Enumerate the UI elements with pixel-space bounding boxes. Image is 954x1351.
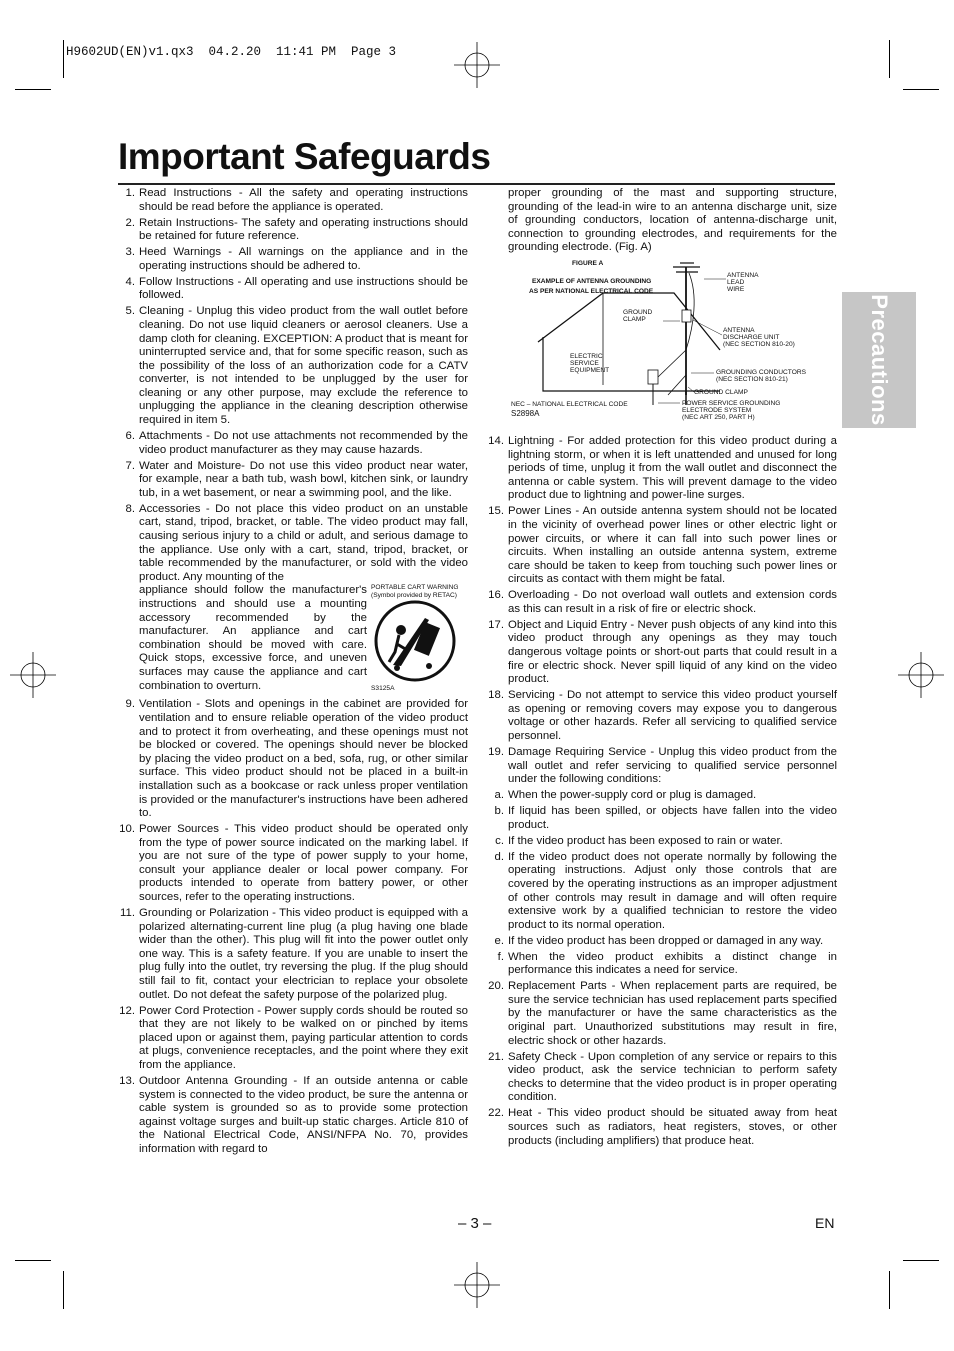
callout-line: POWER SERVICE GROUNDING (682, 400, 781, 407)
item-number: 2. (125, 216, 135, 229)
condition-item (487, 951, 837, 978)
item-number: a. (494, 789, 504, 802)
item-number: 15. (488, 505, 504, 518)
item-number: d. (494, 850, 504, 863)
item-text: If the video product has been exposed to rain or water. (508, 834, 783, 847)
item-text: If the video product has been dropped or damaged in any way. (508, 934, 824, 947)
item-text: If the video product does not operate normally by following the operating instructions. Adjust only those controls that are covered by the operating instructions as an improper adjustment of other controls may result in damage and will often require extensive work by a qualified technician to restore the video product to its normal operation. (508, 850, 837, 931)
item-text: Attachments - Do not use attachments not recommended by the video product manufacturer as they may cause hazards. (139, 430, 468, 456)
callout-line: SERVICE (570, 360, 599, 367)
condition-list (487, 789, 837, 978)
list-item (487, 589, 837, 616)
callout-line: GROUND (623, 309, 653, 316)
section-tab (842, 292, 916, 428)
item-number: 18. (488, 689, 504, 702)
crop-mark (903, 1260, 939, 1261)
cart-warning (367, 584, 468, 696)
list-item (118, 1075, 468, 1157)
item-text: Power Cord Protection - Power supply cords should be routed so that they are not likely to be walked on or pinched by items placed upon or against them, paying particular attention to cords at plugs, convenience receptacles, and the point where they exit from the appliance. (139, 1004, 468, 1071)
figure-label: FIGURE A (572, 260, 604, 267)
item-number: 19. (488, 746, 504, 759)
language-code: EN (815, 1215, 835, 1231)
item-text: Outdoor Antenna Grounding - If an outside antenna or cable system is connected to the video product, be sure the antenna or cable system is grounded so as to provide some protection against voltage surges and built-up static charges. Article 810 of the National Electrical Code, ANSI/NFPA No. 70, provides information with regard to (139, 1074, 468, 1155)
callout-line: DISCHARGE UNIT (723, 334, 780, 341)
figure-callout (716, 369, 806, 383)
figure-callout (623, 309, 652, 323)
list-item (118, 305, 468, 427)
item-number: 9. (125, 698, 135, 711)
item-number: c. (495, 834, 504, 847)
item-number: 4. (125, 275, 135, 288)
item-number: 8. (125, 502, 135, 515)
safeguard-list (487, 980, 837, 1148)
item-number: 22. (488, 1107, 504, 1120)
item-text-continued: appliance should follow the manufacturer's instructions and should use a mounting accessory recommended by the manufacturer. An appliance and cart combination should be moved with care. Quick stops, excessive force, and uneven surfaces may cause the appliance and cart combination to overturn. (139, 584, 367, 692)
crop-mark (15, 1260, 51, 1261)
item-text: Safety Check - Upon completion of any service or repairs to this video product, ask the service technician to perform safety checks to determine that the video product is in proper operating condition. (508, 1050, 837, 1104)
left-column (118, 187, 468, 1159)
item-number: b. (494, 805, 504, 818)
list-item (118, 823, 468, 905)
figure-code: S2898A (511, 409, 540, 418)
item-text: Cleaning - Unplug this video product from the wall outlet before cleaning. Do not use liquid cleaners or aerosol cleaners. Use a damp cloth for cleaning. EXCEPTION: A product that is meant for uninterrupted service and, that for some specific reason, such as the possibility of the loss of an authorization code for a CATV converter, is not intended to be unplugged by the user for cleaning or any other purpose, may exclude the reference to unplugging the appliance in the cleaning description otherwise required in item 5. (139, 305, 468, 427)
right-column (487, 187, 837, 258)
item-text: Grounding or Polarization - This video product is equipped with a polarized alternating-current line plug (a plug having one blade wider than the other). This plug will fit into the power outlet only one way. This is a safety feature. If you are unable to insert the plug fully into the outlet, try reversing the plug. If the plug should still fail to fit, contact your electrician to replace your obsolete outlet. Do not defeat the safety purpose of the polarized plug. (139, 907, 468, 1001)
item-number: 3. (125, 246, 135, 259)
item-text: Read Instructions - All the safety and operating instructions should be read before the appliance is operated. (139, 187, 468, 213)
list-item (118, 430, 468, 457)
list-item (487, 1107, 837, 1148)
condition-item (487, 851, 837, 933)
item-text: Replacement Parts - When replacement parts are required, be sure the service technician has used replacement parts specified by the manufacturer or have the same characteristics as the original part. Unauthorized substitutions may result in fire, electric shock or other hazards. (508, 980, 837, 1047)
list-item (118, 187, 468, 214)
callout-line: LEAD (727, 279, 745, 286)
item-number: 10. (119, 823, 135, 836)
cart-tipping-icon (371, 600, 459, 682)
condition-item (487, 789, 837, 803)
item-text: Power Lines - An outside antenna system should not be located in the vicinity of overhead power lines or other electric light or power circuits, or where it can fall into such power lines or circuits. When installing an outside antenna system, extreme care should be taken to keep from touching such power lines or circuits as contact with them might be fatal. (508, 505, 837, 586)
figure-title-sub: AS PER NATIONAL ELECTRICAL CODE (529, 288, 654, 295)
list-item (487, 689, 837, 743)
callout-line: WIRE (727, 286, 745, 293)
list-item (487, 619, 837, 687)
cart-caption-sub: (Symbol provided by RETAC) (371, 591, 457, 599)
callout-line: (NEC ART 250, PART H) (682, 414, 755, 421)
condition-item (487, 935, 837, 949)
item-number: e. (494, 934, 504, 947)
item-number: 6. (125, 430, 135, 443)
callout-line: (NEC SECTION 810-20) (723, 341, 795, 348)
item-number: 7. (125, 459, 135, 472)
callout-line: EQUIPMENT (570, 367, 610, 374)
item-text: Power Sources - This video product should be operated only from the type of power source indicated on the marking label. If you are not sure of the type of power supply to your home, consult your appliance dealer or local power company. For products intended to operate from battery power, or other sources, refer to the operating instructions. (139, 823, 468, 904)
item-text: When the power-supply cord or plug is damaged. (508, 789, 757, 802)
item-text: Retain Instructions- The safety and operating instructions should be retained for future reference. (139, 216, 468, 243)
registration-mark-bottom (452, 1260, 502, 1310)
crop-mark (15, 89, 51, 90)
crop-mark (63, 40, 64, 78)
page-title: Important Safeguards (118, 136, 491, 177)
item-number: 1. (125, 187, 135, 199)
item-number: 20. (488, 980, 504, 993)
item-text: Ventilation - Slots and openings in the cabinet are provided for ventilation and to ensure reliable operation of the video product and to protect it from overheating, and these openings must not be blocked or covered. The openings should never be blocked by placing the video product on a bed, sofa, rug, or other similar surface. This video product should not be placed in a built-in installation such as a bookcase or rack unless proper ventilation is provided or the manufacturer's instructions have been adhered to. (139, 698, 468, 820)
cart-caption: PORTABLE CART WARNING (371, 584, 459, 592)
antenna-grounding-figure (508, 255, 838, 427)
callout-line: ELECTRODE SYSTEM (682, 407, 752, 414)
item-number: 21. (488, 1050, 504, 1063)
list-item (118, 217, 468, 244)
registration-mark-top (452, 40, 502, 90)
figure-callout (723, 327, 795, 348)
crop-mark (889, 1271, 890, 1309)
item-number: 14. (488, 435, 504, 447)
list-item (118, 246, 468, 273)
list-item (118, 460, 468, 501)
safeguard-list (118, 698, 468, 1156)
figure-callout (682, 400, 780, 421)
list-item (487, 505, 837, 587)
item-text: Heat - This video product should be situated away from heat sources such as radiators, heat registers, stoves, or other products (including amplifiers) that produce heat. (508, 1107, 837, 1147)
list-item (487, 980, 837, 1048)
figure-callout (727, 272, 759, 293)
item-number: 11. (120, 907, 135, 920)
crop-mark (63, 1271, 64, 1309)
condition-item (487, 835, 837, 849)
registration-mark-right (896, 650, 946, 700)
page-number: – 3 – (458, 1215, 492, 1232)
callout-line: CLAMP (623, 316, 646, 323)
item-text: Water and Moisture- Do not use this video product near water, for example, near a bath tub, wash bowl, kitchen sink, or laundry tub, in a wet basement, or near a swimming pool, and the like. (139, 459, 468, 499)
section-tab-label: Precautions (867, 294, 892, 426)
item-number: 17. (488, 618, 504, 631)
callout-line: GROUNDING CONDUCTORS (716, 369, 806, 376)
item-text: Damage Requiring Service - Unplug this video product from the wall outlet and refer servicing to qualified service personnel under the following conditions: (508, 746, 837, 786)
list-item (487, 1051, 837, 1105)
callout-line: ANTENNA (723, 327, 755, 334)
crop-mark (889, 40, 890, 78)
figure-callout (570, 353, 609, 374)
list-item (487, 746, 837, 787)
list-item (118, 907, 468, 1002)
item-text-continued: proper grounding of the mast and supporting structure, grounding of the lead-in wire to an antenna discharge unit, size of grounding conductors, location of antenna-discharge unit, connection to grounding electrodes, and requirements for the grounding electrode. (Fig. A) (508, 187, 837, 254)
callout-line: ELECTRIC (570, 353, 603, 360)
registration-mark-left (8, 650, 58, 700)
figure-title: EXAMPLE OF ANTENNA GROUNDING (532, 278, 652, 285)
item-text: Overloading - Do not overload wall outlets and extension cords as this can result in a risk of fire or electric shock. (508, 589, 837, 615)
item-text: Accessories - Do not place this video product on an unstable cart, stand, tripod, bracket, or table. The video product may fall, causing serious injury to a child or adult, and serious damage to the appliance. Use only with a cart, stand, tripod, bracket, or table recommended by the manufacturer, or sold with the video product. Any mounting of the (139, 502, 468, 583)
list-item (487, 435, 837, 503)
item-text: Object and Liquid Entry - Never push objects of any kind into this video product through any openings as they may touch dangerous voltage points or short-out parts that could result in a fire or electric shock. Never spill liquid of any kind on the video product. (508, 618, 837, 686)
callout-line: ANTENNA (727, 272, 759, 279)
item-text: Lightning - For added protection for this video product during a lightning storm, or when it is left unattended and unused for long periods of time, unplug it from the wall outlet and disconnect the antenna or cable system. This will prevent damage to the video product due to lightning and power-line surges. (508, 435, 837, 502)
list-item (118, 1005, 468, 1073)
right-column-lower (487, 435, 837, 1151)
safeguard-list (487, 435, 837, 787)
cart-code: S3125A (371, 685, 395, 693)
item-text: When the video product exhibits a distinct change in performance this indicates a need for service. (508, 950, 837, 977)
item-number: 5. (125, 305, 135, 318)
item-text: Servicing - Do not attempt to service this video product yourself as opening or removing covers may expose you to dangerous voltage or other hazards. Refer all servicing to qualified service personnel. (508, 689, 837, 743)
list-item (118, 276, 468, 303)
callout-line: (NEC SECTION 810-21) (716, 376, 788, 383)
item-number: 13. (119, 1074, 135, 1087)
crop-mark (903, 89, 939, 90)
item-text: If liquid has been spilled, or objects have fallen into the video product. (508, 805, 837, 831)
item-text: Follow Instructions - All operating and use instructions should be followed. (139, 275, 468, 302)
figure-footnote: NEC – NATIONAL ELECTRICAL CODE (511, 401, 628, 408)
list-item (118, 698, 468, 820)
print-header: H9602UD(EN)v1.qx3 04.2.20 11:41 PM Page 3 (66, 45, 397, 59)
item-number: f. (497, 950, 504, 963)
item-number: 16. (488, 589, 504, 602)
title-rule (118, 183, 835, 185)
list-item (118, 503, 468, 696)
item-text: Heed Warnings - All warnings on the appliance and in the operating instructions should be adhered to. (139, 246, 468, 272)
condition-item (487, 805, 837, 832)
figure-callout: GROUND CLAMP (694, 389, 748, 396)
safeguard-list (118, 187, 468, 500)
item-number: 12. (119, 1004, 135, 1017)
